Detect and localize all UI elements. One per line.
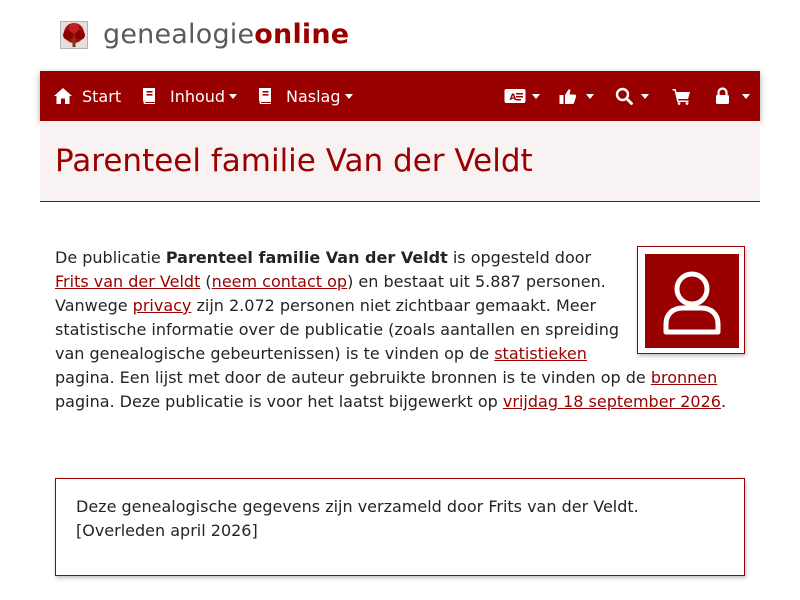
intro-text: . bbox=[720, 392, 727, 411]
nav-start[interactable] bbox=[53, 71, 121, 121]
brand-name-part1: genealogie bbox=[103, 19, 255, 50]
svg-text:A: A bbox=[509, 93, 517, 103]
intro-text: is opgesteld door bbox=[447, 248, 592, 267]
tree-icon bbox=[60, 21, 88, 49]
intro-text: zijn 2.072 personen niet zichtbaar gemaakt. Meer statistische informatie over de publicatie (zoals aantallen en spreiding van genealogische gebeurtenissen) is te vinden op de bbox=[55, 296, 620, 363]
nav-lock[interactable] bbox=[715, 71, 750, 121]
book-icon bbox=[257, 87, 273, 105]
privacy-link[interactable]: privacy bbox=[132, 296, 192, 315]
intro-text: pagina. Een lijst met door de auteur gebruikte bronnen is te vinden op de bbox=[55, 368, 651, 387]
main-navbar bbox=[40, 71, 760, 121]
lock-icon bbox=[715, 87, 730, 105]
home-icon bbox=[53, 87, 73, 105]
avatar bbox=[645, 254, 739, 348]
nav-inhoud-label: Inhoud bbox=[170, 86, 226, 106]
author-link[interactable]: Frits van der Veldt bbox=[55, 272, 201, 291]
nav-search[interactable] bbox=[615, 71, 649, 121]
chevron-down-icon bbox=[345, 94, 353, 99]
chevron-down-icon bbox=[586, 94, 594, 99]
language-icon bbox=[504, 88, 526, 104]
page-header bbox=[40, 121, 760, 202]
chevron-down-icon bbox=[641, 94, 649, 99]
nav-cart[interactable] bbox=[672, 71, 691, 121]
notice-line: [Overleden april 2026] bbox=[76, 521, 258, 540]
intro-text: ( bbox=[200, 272, 212, 291]
chevron-down-icon bbox=[742, 94, 750, 99]
thumbs-up-icon bbox=[559, 88, 577, 105]
intro-text: ) en bestaat uit 5.887 personen. Vanwege bbox=[55, 272, 606, 315]
intro-text: pagina. Deze publicatie is voor het laatst bijgewerkt op bbox=[55, 392, 503, 411]
intro-text: De publicatie bbox=[55, 248, 166, 267]
statistics-link[interactable]: statistieken bbox=[494, 344, 587, 363]
nav-naslag-label: Naslag bbox=[286, 86, 341, 106]
author-avatar-frame[interactable] bbox=[637, 246, 745, 354]
brand-name bbox=[103, 18, 349, 52]
search-icon bbox=[615, 87, 633, 105]
nav-naslag[interactable] bbox=[257, 71, 353, 121]
nav-like[interactable] bbox=[559, 71, 594, 121]
site-brand[interactable] bbox=[60, 18, 349, 52]
contact-link[interactable]: neem contact op bbox=[211, 272, 348, 291]
last-updated-link[interactable]: vrijdag 18 september 2026 bbox=[502, 392, 721, 411]
chevron-down-icon bbox=[229, 94, 237, 99]
nav-start-label: Start bbox=[82, 86, 122, 106]
publication-intro bbox=[55, 246, 745, 414]
cart-icon bbox=[672, 88, 691, 105]
page-title: Parenteel familie Van der Veldt bbox=[55, 143, 533, 179]
nav-inhoud[interactable] bbox=[141, 71, 237, 121]
brand-name-part2: online bbox=[254, 19, 350, 50]
chevron-down-icon bbox=[532, 94, 540, 99]
notice-line: Deze genealogische gegevens zijn verzameld door Frits van der Veldt. bbox=[76, 497, 639, 516]
nav-language[interactable] bbox=[504, 71, 540, 121]
collector-notice bbox=[55, 478, 745, 576]
sources-link[interactable]: bronnen bbox=[650, 368, 718, 387]
user-icon bbox=[657, 266, 727, 336]
publication-name: Parenteel familie Van der Veldt bbox=[165, 248, 448, 267]
book-icon bbox=[141, 87, 157, 105]
